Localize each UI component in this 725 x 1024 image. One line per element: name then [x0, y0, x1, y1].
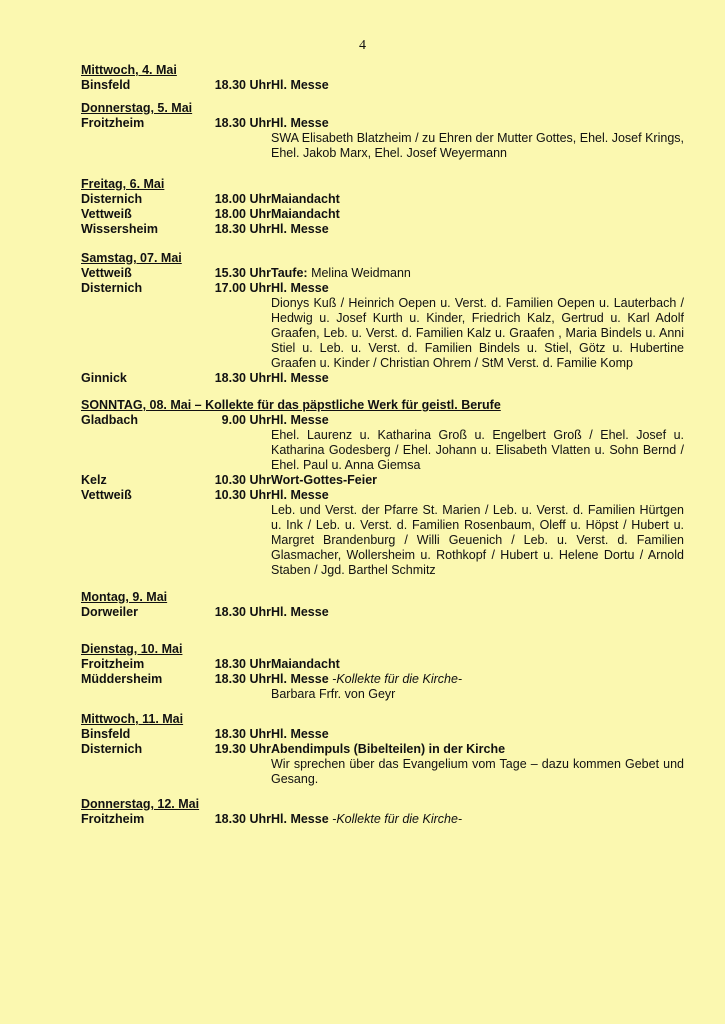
entry-detail: SWA Elisabeth Blatzheim / zu Ehren der Mutter Gottes, Ehel. Josef Krings, Ehel. Jakob Marx, Ehel. Josef Weyermann: [271, 131, 684, 160]
day-header: Montag, 9. Mai: [81, 590, 168, 604]
day-header: Mittwoch, 4. Mai: [81, 63, 177, 77]
day-header: Donnerstag, 5. Mai: [81, 101, 193, 115]
day-header: SONNTAG, 08. Mai – Kollekte für das päpstliche Werk für geistl. Berufe: [81, 398, 501, 412]
entry-description: [271, 473, 684, 488]
schedule-entry: [81, 207, 684, 222]
entry-title: Hl. Messe: [271, 727, 329, 741]
day-block: [81, 590, 684, 620]
entry-detail: Dionys Kuß / Heinrich Oepen u. Verst. d. Familien Oepen u. Lauterbach / Hedwig u. Josef Kurth u. Kinder, Friedrich Kalz, Gertrud u. Karl Adolf Graafen, Leb. u. Verst. d. Familien Kalz u. Graafen , Maria Bindels u. Anni Stiel u. Leb. u. Verst. d. Familien Bindels u. Stiel, Götz u. Hubertine Graafen u. Kinder / Christian Ohrem / StM Verst. d. Familie Komp: [271, 296, 684, 370]
entry-time: 15.30 Uhr: [214, 266, 271, 280]
day-header: Freitag, 6. Mai: [81, 177, 165, 191]
entry-place: Vettweiß: [81, 207, 132, 221]
schedule-entry: [81, 281, 684, 371]
entry-description: [271, 657, 684, 672]
entry-detail: Ehel. Laurenz u. Katharina Groß u. Engelbert Groß / Ehel. Josef u. Katharina Godesberg / Ehel. Johann u. Elisabeth Vlatten u. Sohn Bernd / Ehel. Paul u. Anna Giemsa: [271, 428, 684, 472]
day-header: Donnerstag, 12. Mai: [81, 797, 200, 811]
entry-place: Froitzheim: [81, 657, 145, 671]
entry-description: [271, 742, 684, 787]
entry-time: 18.30 Uhr: [214, 78, 271, 92]
entry-description: [271, 413, 684, 473]
entry-time: 18.00 Uhr: [214, 192, 271, 206]
entry-place: Binsfeld: [81, 727, 131, 741]
entry-time: 17.00 Uhr: [214, 281, 271, 295]
schedule-entry: [81, 371, 684, 386]
day-block: [81, 712, 684, 787]
entry-time: 10.30 Uhr: [214, 488, 271, 502]
entry-place: Disternich: [81, 742, 143, 756]
entry-title: Hl. Messe: [271, 222, 329, 236]
schedule-entry: [81, 657, 684, 672]
day-block: [81, 101, 684, 161]
entry-title: Hl. Messe: [271, 413, 329, 427]
schedule-entry: [81, 222, 684, 237]
entry-description: [271, 488, 684, 578]
entry-place: Binsfeld: [81, 78, 131, 92]
entry-description: [271, 281, 684, 371]
entry-time: 18.30 Uhr: [214, 672, 271, 686]
day-block: [81, 177, 684, 237]
entry-place: Ginnick: [81, 371, 127, 385]
schedule-entry: [81, 812, 684, 827]
entry-time: 18.30 Uhr: [214, 657, 271, 671]
day-block: [81, 63, 684, 93]
entry-title: Hl. Messe: [271, 78, 329, 92]
entry-note: -Kollekte für die Kirche-: [332, 672, 463, 686]
entry-description: [271, 78, 684, 93]
entry-description: [271, 727, 684, 742]
schedule-entry: [81, 116, 684, 161]
schedule-entry: [81, 413, 684, 473]
entry-title: Hl. Messe: [271, 116, 329, 130]
entry-detail: Leb. und Verst. der Pfarre St. Marien / Leb. u. Verst. d. Familien Hürtgen u. Ink / Leb. u. Verst. d. Familien Rosenbaum, Oleff u. Höpst / Hubert u. Margret Brandenburg / Willi Geuenich / Leb. u. Verst. d. Familien Glasmacher, Wollersheim u. Rothkopf / Hubert u. Helene Dortu / Arnold Staben / Jgd. Barthel Schmitz: [271, 503, 684, 577]
entry-description: [271, 672, 684, 702]
entry-title: Hl. Messe: [271, 812, 329, 826]
entry-description: [271, 116, 684, 161]
entry-description: [271, 266, 684, 281]
entry-title: Taufe:: [271, 266, 308, 280]
entry-place: Dorweiler: [81, 605, 138, 619]
entry-time: 10.30 Uhr: [214, 473, 271, 487]
entry-time: 18.30 Uhr: [214, 812, 271, 826]
day-block: [81, 398, 684, 578]
entry-place: Müddersheim: [81, 672, 163, 686]
entry-description: [271, 222, 684, 237]
entry-note: Melina Weidmann: [311, 266, 411, 280]
day-header: Dienstag, 10. Mai: [81, 642, 183, 656]
schedule-entry: [81, 473, 684, 488]
schedule: [81, 63, 684, 837]
entry-place: Froitzheim: [81, 116, 145, 130]
entry-time: 18.30 Uhr: [214, 371, 271, 385]
schedule-entry: [81, 488, 684, 578]
schedule-entry: [81, 727, 684, 742]
entry-description: [271, 812, 684, 827]
entry-note: -Kollekte für die Kirche-: [332, 812, 463, 826]
entry-description: [271, 605, 684, 620]
entry-title: Maiandacht: [271, 207, 340, 221]
entry-place: Disternich: [81, 192, 143, 206]
day-block: [81, 797, 684, 827]
entry-title: Hl. Messe: [271, 605, 329, 619]
schedule-entry: [81, 192, 684, 207]
entry-description: [271, 192, 684, 207]
entry-place: Vettweiß: [81, 266, 132, 280]
entry-description: [271, 371, 684, 386]
entry-title: Abendimpuls (Bibelteilen) in der Kirche: [271, 742, 506, 756]
entry-time: 19.30 Uhr: [214, 742, 271, 756]
entry-title: Hl. Messe: [271, 281, 329, 295]
schedule-entry: [81, 672, 684, 702]
entry-place: Gladbach: [81, 413, 138, 427]
day-block: [81, 251, 684, 386]
entry-time: 18.30 Uhr: [214, 116, 271, 130]
entry-place: Kelz: [81, 473, 107, 487]
day-header: Mittwoch, 11. Mai: [81, 712, 184, 726]
entry-time: 18.30 Uhr: [214, 727, 271, 741]
day-header: Samstag, 07. Mai: [81, 251, 182, 265]
entry-description: [271, 207, 684, 222]
schedule-entry: [81, 605, 684, 620]
entry-title: Hl. Messe: [271, 672, 329, 686]
entry-title: Maiandacht: [271, 192, 340, 206]
entry-place: Wissersheim: [81, 222, 159, 236]
page-number: 4: [359, 38, 366, 53]
entry-time: 18.30 Uhr: [214, 605, 271, 619]
entry-time: 18.30 Uhr: [214, 222, 271, 236]
entry-detail: Wir sprechen über das Evangelium vom Tage – dazu kommen Gebet und Gesang.: [271, 757, 684, 786]
entry-title: Wort-Gottes-Feier: [271, 473, 378, 487]
entry-title: Hl. Messe: [271, 488, 329, 502]
entry-place: Disternich: [81, 281, 143, 295]
schedule-entry: [81, 78, 684, 93]
entry-title: Hl. Messe: [271, 371, 329, 385]
entry-place: Vettweiß: [81, 488, 132, 502]
day-block: [81, 642, 684, 702]
schedule-entry: [81, 266, 684, 281]
entry-detail: Barbara Frfr. von Geyr: [271, 687, 396, 701]
schedule-entry: [81, 742, 684, 787]
entry-title: Maiandacht: [271, 657, 340, 671]
entry-place: Froitzheim: [81, 812, 145, 826]
entry-time: 18.00 Uhr: [214, 207, 271, 221]
entry-time: 9.00 Uhr: [221, 413, 271, 427]
